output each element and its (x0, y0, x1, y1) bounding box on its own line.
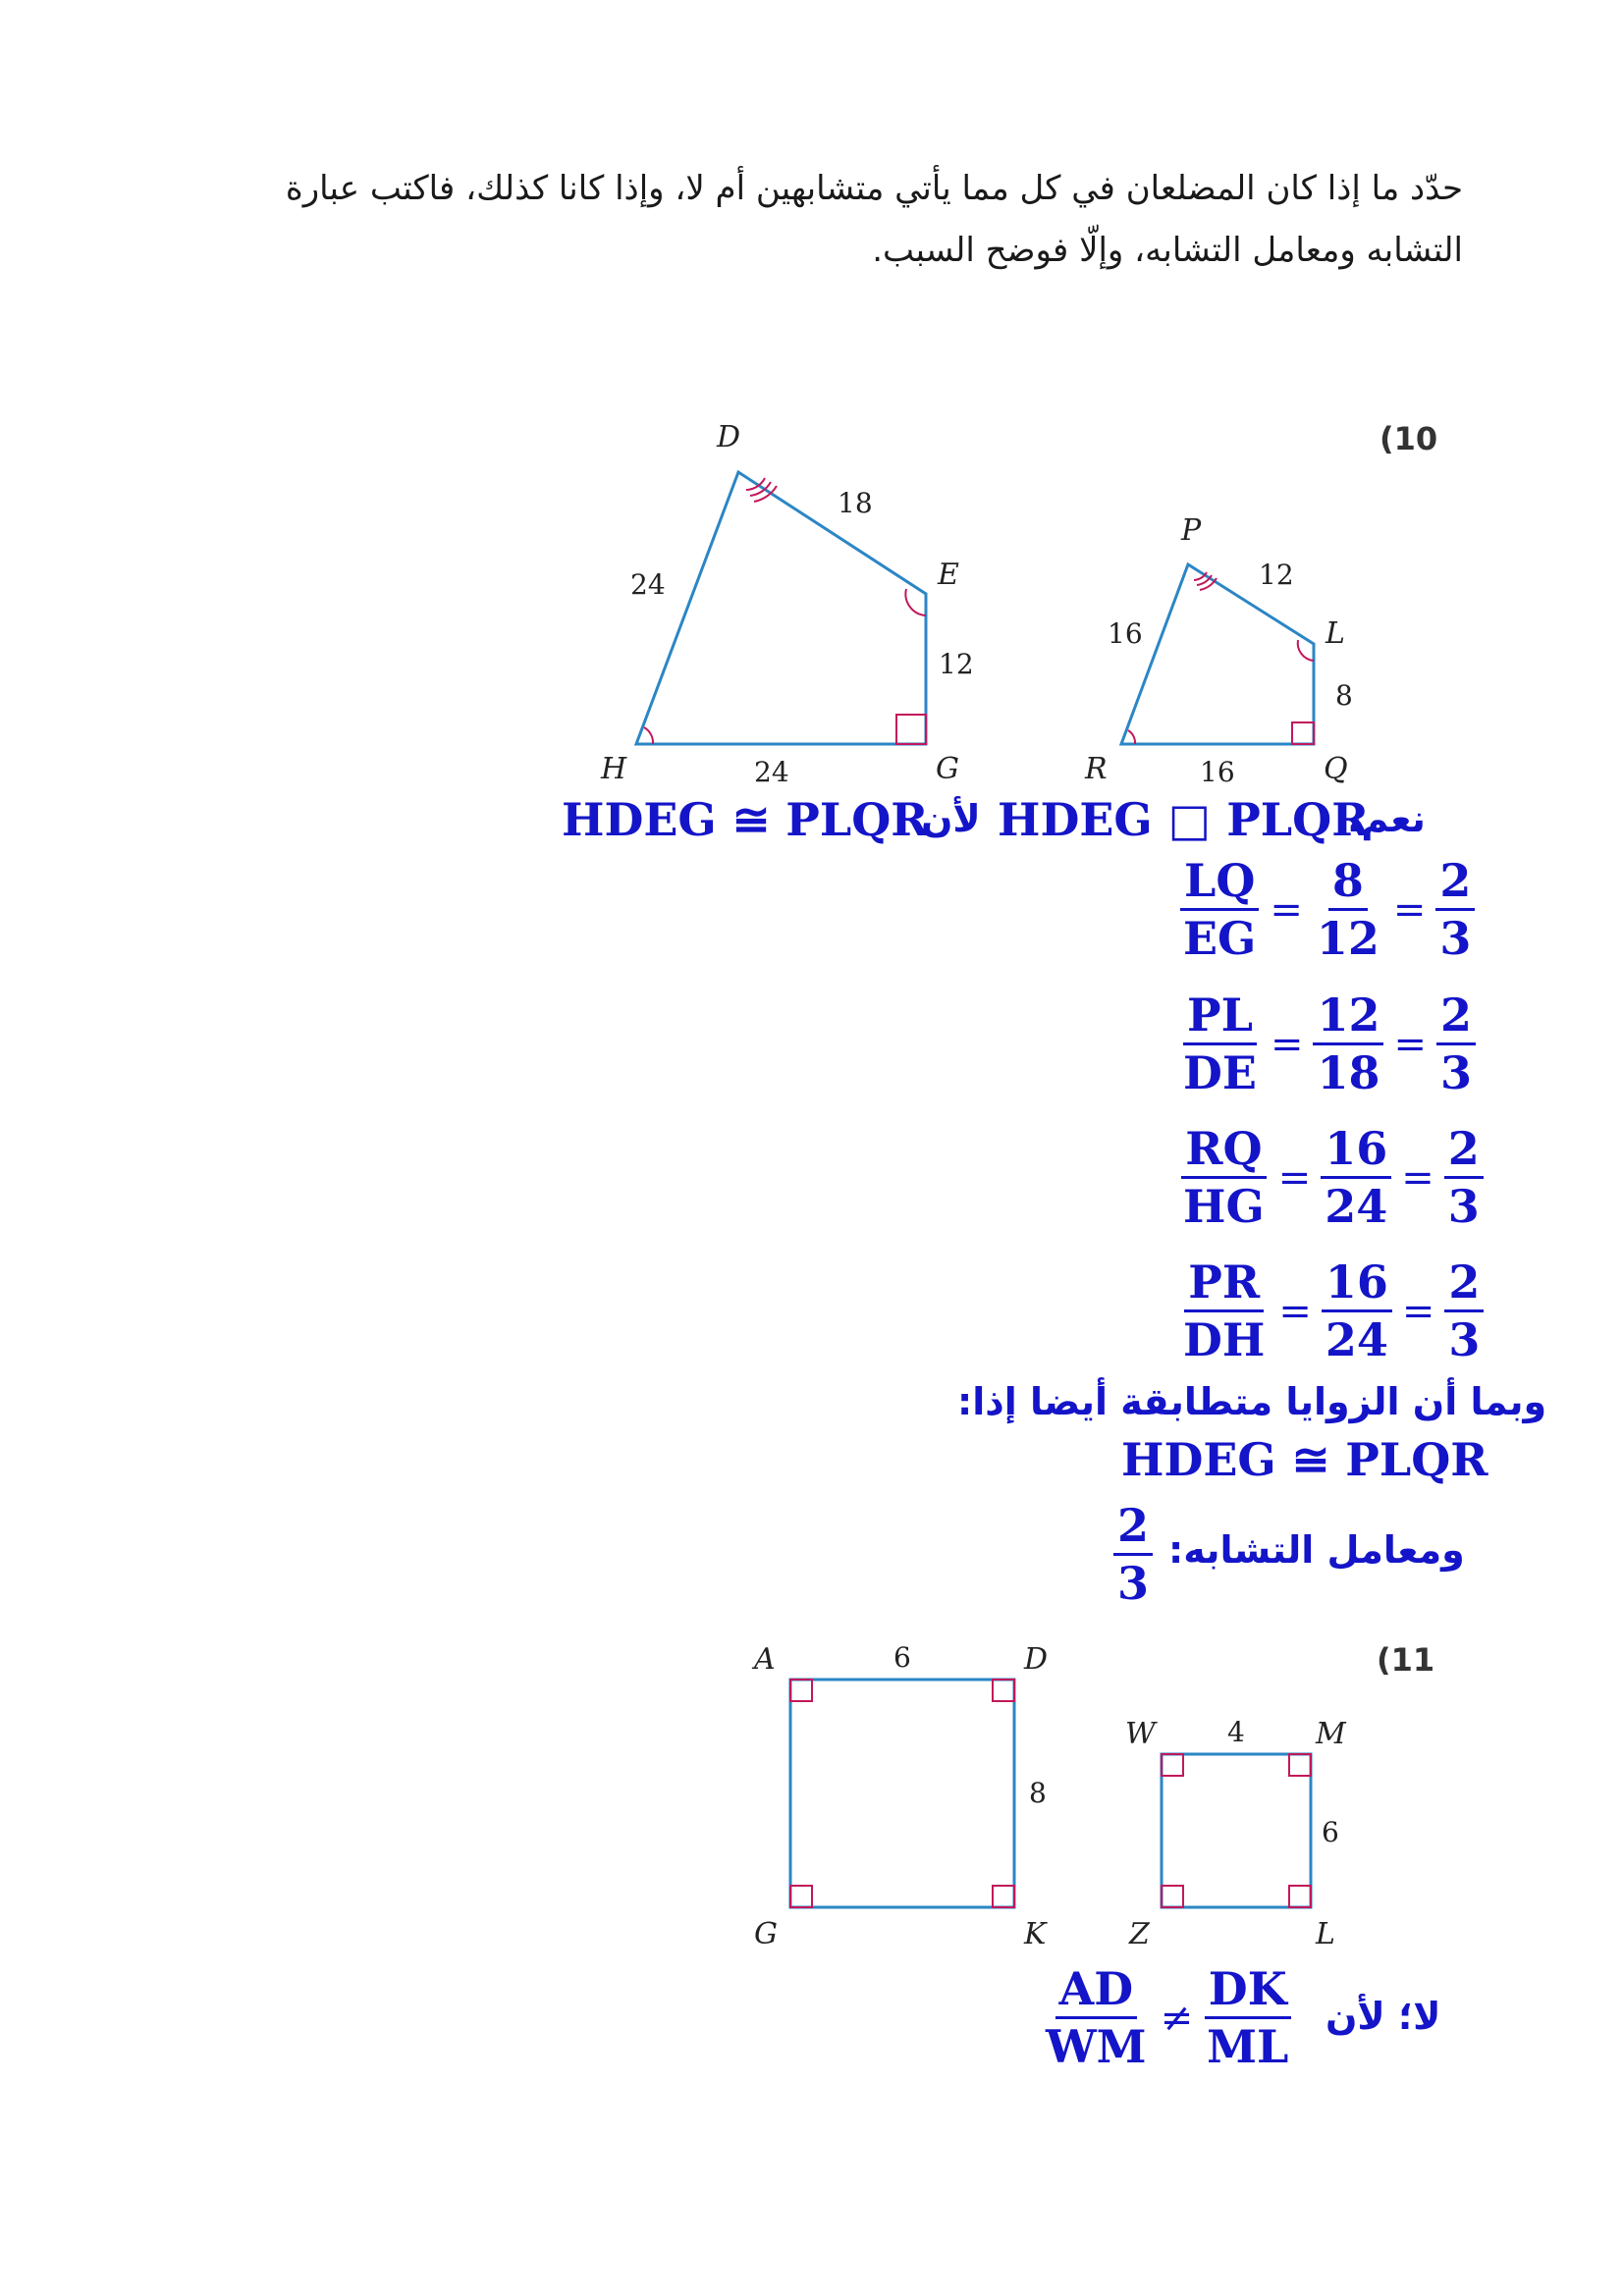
quadrilateral-hdeg (636, 472, 926, 744)
ratio-row-lq-eg: $\frac{LQ}{EG}$ = $\frac{8}{12}$ = $\frac{2}{3}$ (1173, 857, 1481, 963)
angle-mark-h (644, 727, 653, 744)
quadrilateral-rplq (1121, 564, 1314, 744)
right-angle-mark-w (1162, 1754, 1183, 1776)
vertex-h-label: H (601, 752, 627, 786)
answer-yes: نعم، (1347, 797, 1426, 840)
side-eg-label: 12 (939, 648, 974, 680)
rectangle-wmlz (1162, 1754, 1311, 1907)
vertex-w-label: W (1125, 1717, 1156, 1751)
scale-factor-fraction: 2 3 (1108, 1502, 1159, 1608)
ratio-row-rq-hg: $\frac{RQ}{HG}$ = $\frac{16}{24}$ = $\frac{2}{3}$ (1173, 1125, 1489, 1231)
side-rp-label: 16 (1108, 617, 1143, 650)
right-angle-mark-l (1289, 1886, 1311, 1907)
vertex-a-label: A (754, 1642, 776, 1677)
vertex-q-label: Q (1324, 752, 1348, 786)
vertex-p-label: P (1181, 513, 1202, 548)
vertex-e-label: E (938, 558, 959, 592)
angle-mark-r (1128, 730, 1135, 744)
similarity-statement: HDEG □ PLQR (998, 793, 1370, 846)
right-angle-mark-k (993, 1886, 1014, 1907)
instruction-line-2: التشابه ومعامل التشابه، وإلّا فوضح السبب. (872, 231, 1463, 270)
side-lq-label: 8 (1335, 679, 1353, 712)
side-rq-label: 16 (1200, 756, 1235, 788)
angles-congruent-note: وبما أن الزوايا متطابقة أيضا إذا: (957, 1380, 1547, 1423)
question-11-number: (11 (1377, 1641, 1435, 1679)
vertex-d-label: D (717, 420, 741, 454)
ratio-row-pr-dh: $\frac{PR}{DH}$ = $\frac{16}{24}$ = $\frac{2}{3}$ (1173, 1258, 1489, 1364)
vertex-k-label: K (1024, 1917, 1047, 1951)
vertex-g-label: G (754, 1917, 778, 1951)
right-angle-mark-m (1289, 1754, 1311, 1776)
vertex-z-label: Z (1129, 1917, 1150, 1951)
side-ad-label: 6 (893, 1641, 911, 1674)
side-pl-label: 12 (1259, 559, 1294, 591)
right-angle-mark-g (790, 1886, 812, 1907)
q10-figures (0, 0, 1623, 805)
ratio-row-pl-de: $\frac{PL}{DE}$ = $\frac{12}{18}$ = $\frac{2}{3}$ (1173, 991, 1482, 1097)
side-hd-label: 24 (630, 568, 666, 601)
answer-inequality: AD WM ≠ DK ML (1036, 1965, 1298, 2071)
right-angle-mark-q (1292, 722, 1314, 744)
side-de-label: 18 (838, 487, 873, 519)
side-hg-label: 24 (754, 756, 789, 788)
rectangle-adkg (790, 1680, 1014, 1907)
vertex-r-label: R (1085, 752, 1108, 786)
right-angle-mark-z (1162, 1886, 1183, 1907)
congruence-statement: HDEG ≅ PLQR (562, 793, 929, 846)
vertex-g-label: G (936, 752, 959, 786)
answer-no-because: لا؛ لأن (1325, 1995, 1441, 2038)
vertex-l-label: L (1316, 1917, 1335, 1951)
side-wm-label: 4 (1227, 1716, 1245, 1748)
conclusion-statement: HDEG ≅ PLQR (1121, 1433, 1488, 1486)
vertex-l-label: L (1325, 616, 1345, 651)
scale-factor-label: ومعامل التشابه: (1168, 1528, 1465, 1572)
question-10-number: (10 (1380, 420, 1438, 457)
right-angle-mark-a (790, 1680, 812, 1701)
vertex-d-label: D (1024, 1642, 1049, 1677)
right-angle-mark-g (896, 715, 926, 744)
instruction-line-1: حدّد ما إذا كان المضلعان في كل مما يأتي متشابهين أم لا، وإذا كانا كذلك، فاكتب عبارة (285, 169, 1463, 208)
side-dk-label: 8 (1029, 1777, 1047, 1809)
side-ml-label: 6 (1322, 1816, 1339, 1848)
right-angle-mark-d (993, 1680, 1014, 1701)
vertex-m-label: M (1316, 1717, 1346, 1751)
answer-because: لأن (921, 797, 981, 840)
q11-figures (0, 1620, 1623, 1953)
